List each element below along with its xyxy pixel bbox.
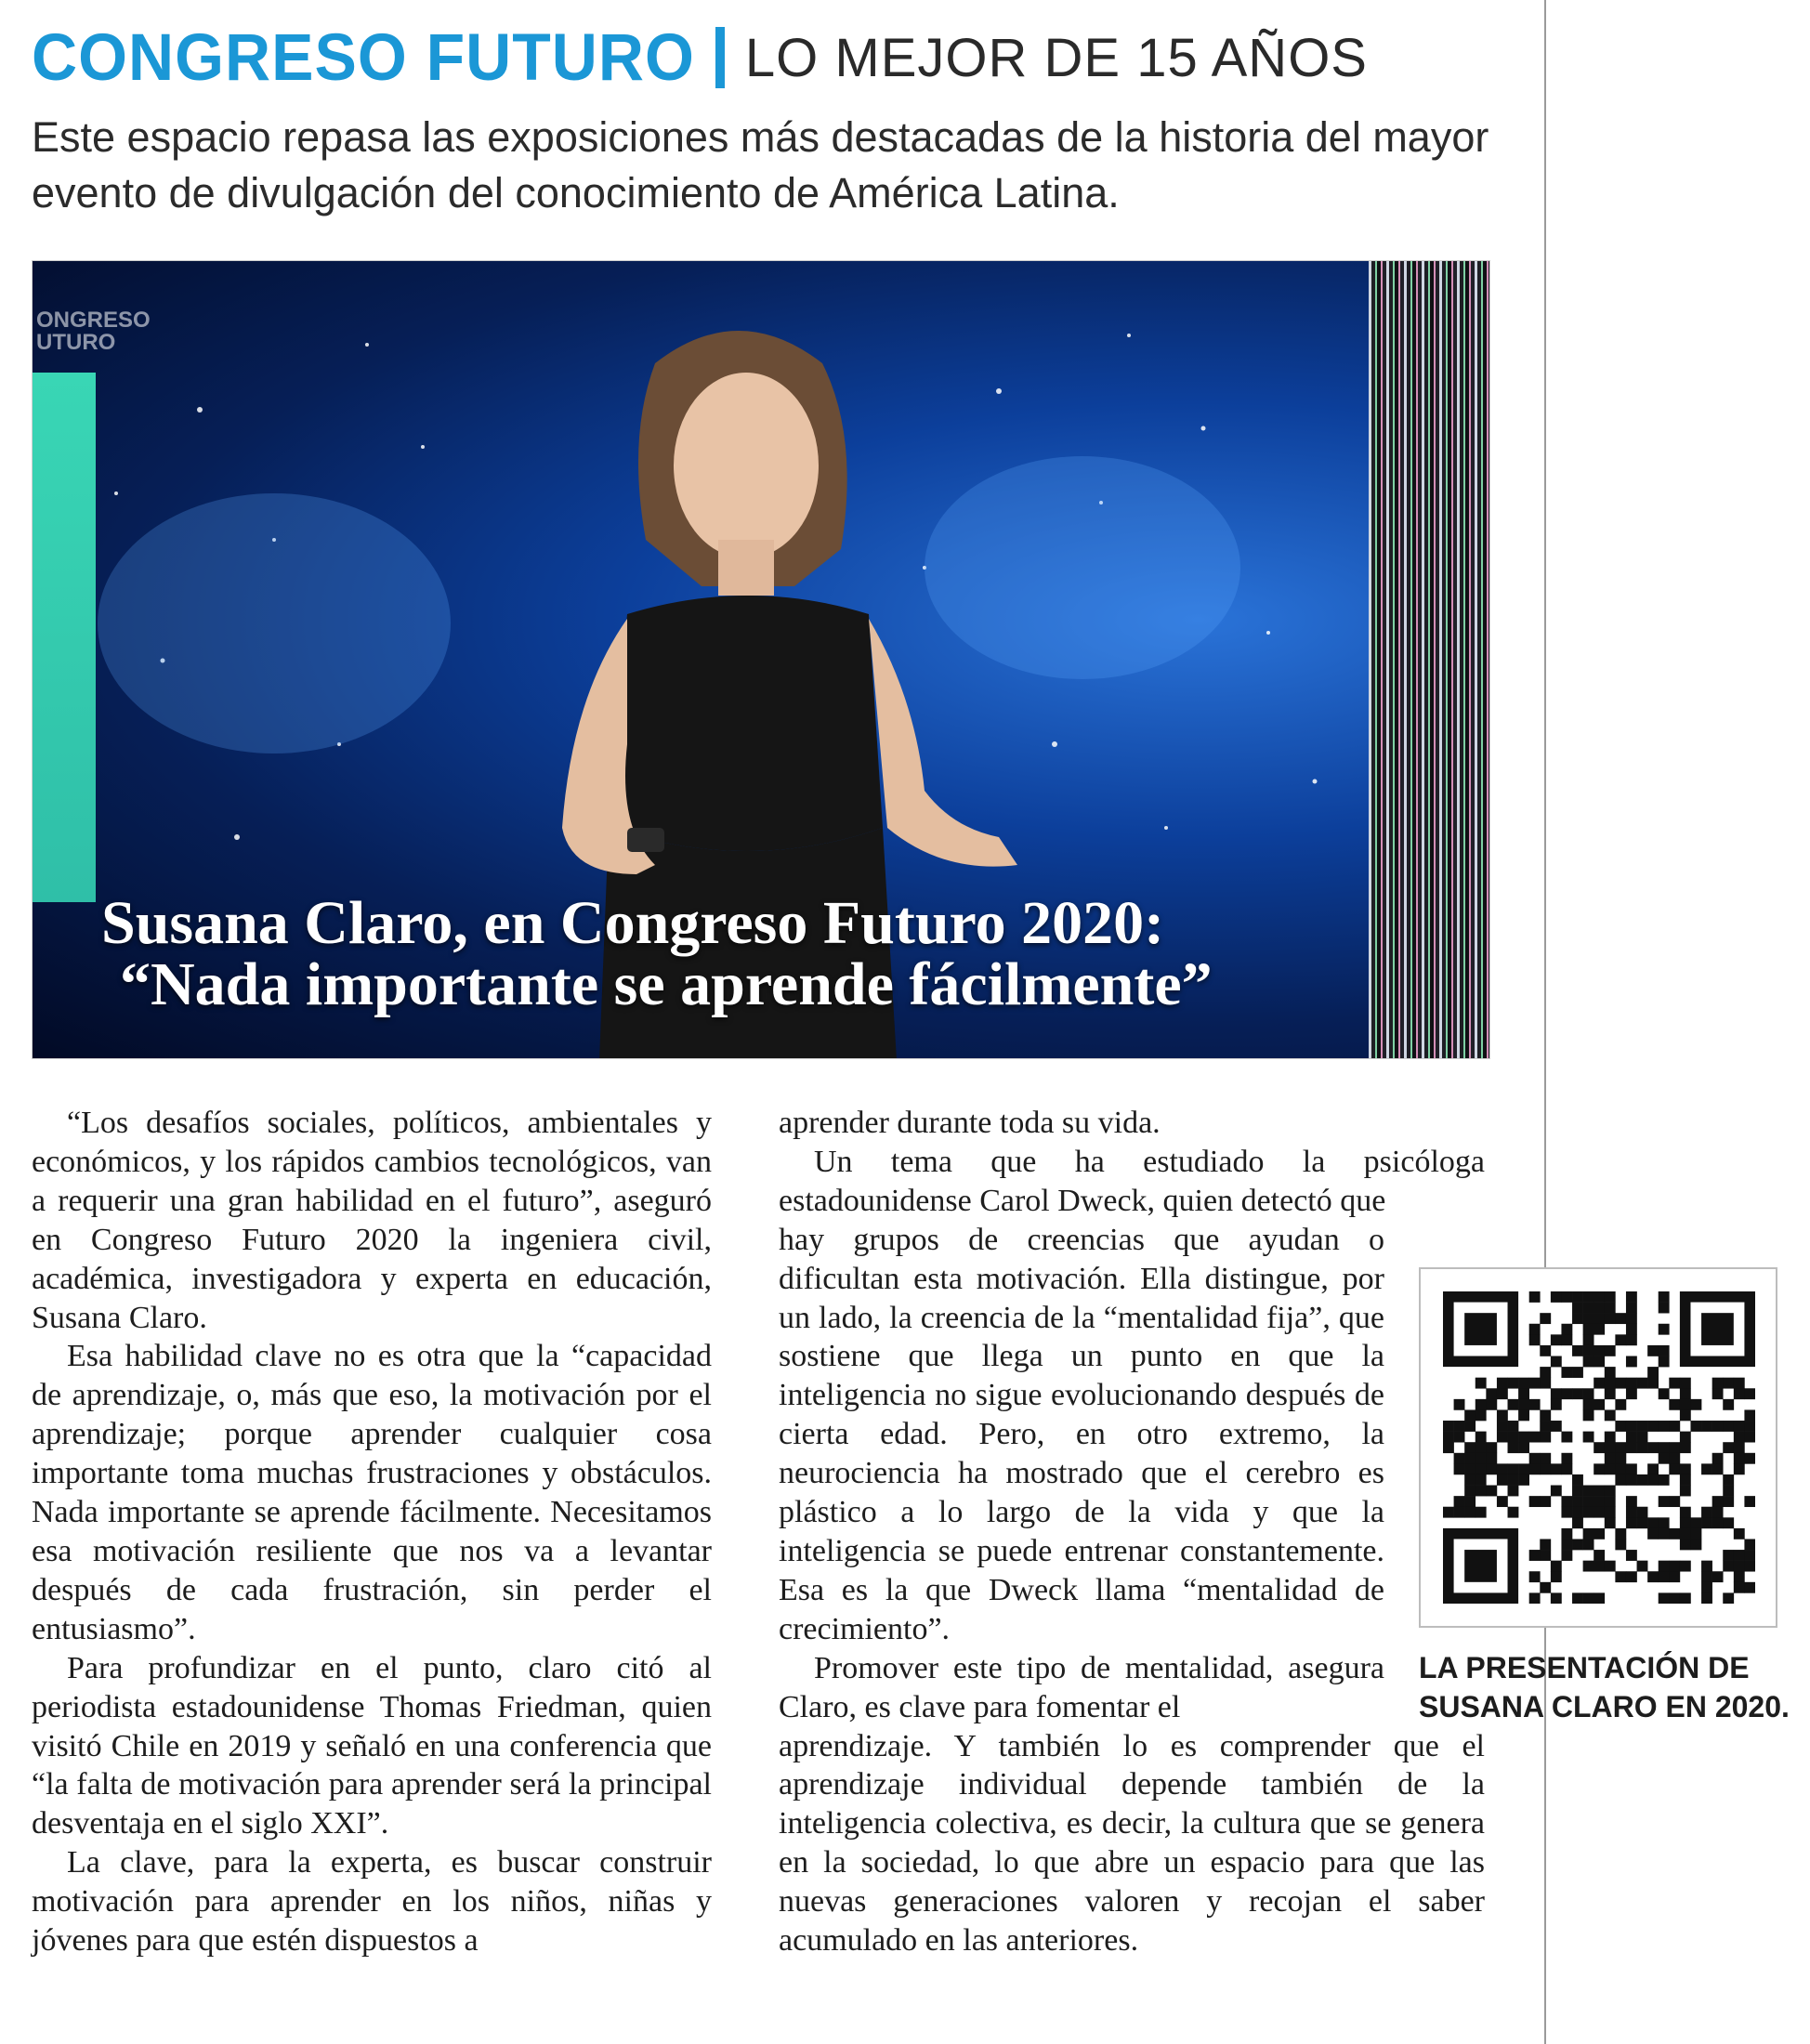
paragraph-continuation: aprender durante toda su vida. [779, 1106, 1161, 1140]
paragraph-wide-part: Un tema que ha estudiado la psicóloga estadounidense Carol Dweck, quien detectó que [779, 1144, 1485, 1218]
led-screen-stripes [1369, 261, 1489, 1059]
article-column-2 [779, 1104, 1485, 1960]
article-column-1 [32, 1104, 712, 1960]
watermark-line-1: ONGRESO [36, 308, 151, 333]
qr-code-icon[interactable] [1443, 1291, 1755, 1604]
photo-headline [101, 889, 1384, 1018]
section-subtitle: LO MEJOR DE 15 AÑOS [744, 27, 1368, 88]
paragraph: Para profundizar en el punto, claro citó al periodista estadounidense Thomas Friedman, quien visitó Chile en 2019 y señaló en una conferencia que “la falta de motivación para aprender será la principal desventaja en el siglo XXI”. [32, 1650, 712, 1841]
headline-line-1: Susana Claro, en Congreso Futuro 2020: [101, 889, 1165, 957]
deck-text: Este espacio repasa las exposiciones más destacadas de la historia del mayor evento de divulgación del conocimiento de América Latina. [32, 113, 1489, 216]
header-separator-bar [715, 27, 725, 88]
paragraph: La clave, para la experta, es buscar construir motivación para aprender en los niños, niñas y jóvenes para que estén dispuestos a [32, 1845, 712, 1959]
section-title: CONGRESO FUTURO [32, 20, 695, 95]
paragraph: Esa habilidad clave no es otra que la “capacidad de aprendizaje, o, más que eso, la motivación por el aprendizaje; porque aprender cualquier cosa importante toma muchas frustraciones y obstáculos. Nada importante se aprende fácilmente. Necesitamos esa motivación resiliente que nos va a levantar después de cada frustración, sin perder el entusiasmo”. [32, 1339, 712, 1646]
paragraph: “Los desafíos sociales, políticos, ambientales y económicos, y los rápidos cambios tecnológicos, van a requerir una gran habilidad en el futuro”, aseguró en Congreso Futuro 2020 la ingeniera civil, académica, investigadora y experta en educación, Susana Claro. [32, 1106, 712, 1335]
stage-light-panel [33, 373, 96, 902]
page-header [32, 20, 1368, 95]
lead-photo [32, 260, 1490, 1059]
paragraph-narrow-part: hay grupos de creencias que ayudan o dificultan esta motivación. Ella distingue, por un lado, la creencia de la “mentalidad fija”, que sostiene que llega un punto en que la inteligencia no sigue evolucionando después de cierta edad. Pero, en otro extremo, la neurociencia ha mostrado que el cerebro es plástico a lo largo de la vida y que la inteligencia se puede entrenar constantemente. Esa es la que Dweck llama “mentalidad de crecimiento”. [779, 1222, 1384, 1646]
qr-caption-line-1: LA PRESENTACIÓN DE [1419, 1651, 1750, 1684]
congreso-futuro-watermark [36, 309, 151, 354]
column-divider-rule [1544, 0, 1546, 2044]
qr-caption-line-2: SUSANA CLARO EN 2020. [1419, 1690, 1790, 1723]
paragraph-wide-part: aprendizaje. Y también lo es comprender que el aprendizaje individual depende también de la inteligencia colectiva, es decir, la cultura que se genera en la sociedad, lo que abre un espacio para que las nuevas generaciones valoren y recojan el saber acumulado en las anteriores. [779, 1728, 1485, 1959]
watermark-line-2: UTURO [36, 330, 116, 355]
qr-code-box[interactable] [1419, 1267, 1777, 1628]
paragraph-narrow-part: Promover este tipo de mentalidad, asegura Claro, es clave para fomentar el [779, 1650, 1384, 1724]
headline-line-2: “Nada importante se aprende fácilmente” [120, 950, 1213, 1018]
qr-caption [1419, 1648, 1790, 1726]
